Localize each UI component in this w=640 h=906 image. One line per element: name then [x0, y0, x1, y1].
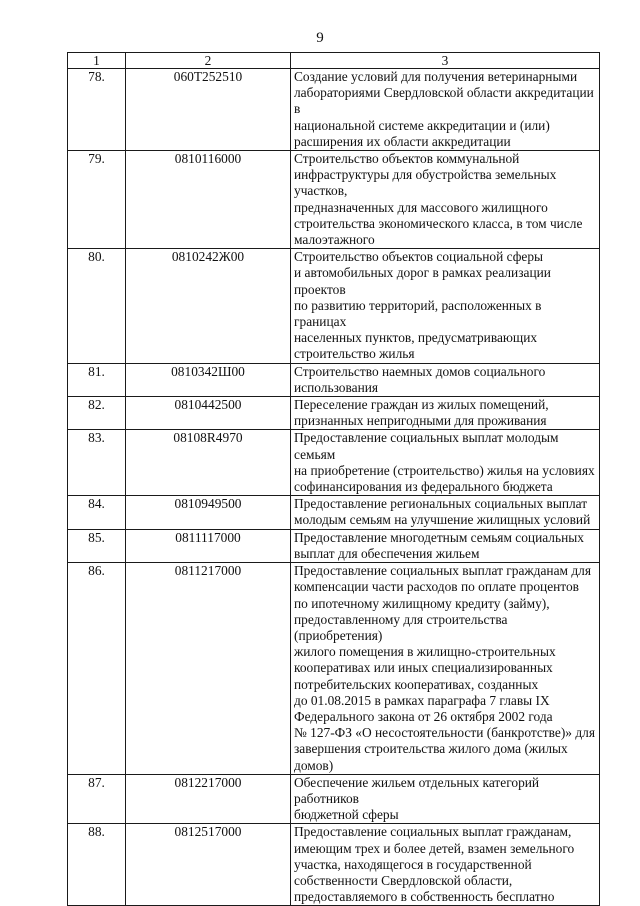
- description-line: Предоставление социальных выплат гражданам,: [294, 824, 572, 840]
- article-description: [291, 151, 600, 249]
- description-line: Создание условий для получения ветеринарными: [294, 69, 578, 84]
- description-line: завершения строительства жилого дома (жилых домов): [294, 741, 568, 773]
- column-header-2: 2: [126, 53, 291, 69]
- description-line: Предоставление многодетным семьям социальных: [294, 529, 584, 545]
- target-article-code: 0812217000: [126, 774, 291, 824]
- row-number: 82.: [68, 397, 126, 430]
- article-description: [291, 563, 600, 775]
- article-description: [291, 69, 600, 151]
- article-description: [291, 249, 600, 363]
- target-article-code: 08108R4970: [126, 430, 291, 496]
- description-line: на приобретение (строительство) жилья на условиях: [294, 462, 595, 478]
- description-line: Строительство объектов коммунальной: [294, 151, 520, 167]
- description-line: малоэтажного: [294, 232, 375, 248]
- description-line: предоставленному для строительства (приобретения): [294, 611, 508, 643]
- article-description: [291, 397, 600, 430]
- page-number: 9: [316, 30, 324, 46]
- article-description: [291, 774, 600, 824]
- description-line: предоставляемого в собственность бесплатно: [294, 889, 555, 905]
- table-row: [68, 69, 600, 151]
- table-row: [68, 430, 600, 496]
- article-description: [291, 529, 600, 562]
- description-line: молодым семьям на улучшение жилищных условий: [294, 512, 591, 528]
- row-number: 86.: [68, 563, 126, 775]
- description-line: Строительство объектов социальной сферы: [294, 249, 544, 265]
- table-row: [68, 529, 600, 562]
- row-number: 81.: [68, 363, 126, 396]
- description-line: по ипотечному жилищному кредиту (займу),: [294, 595, 550, 611]
- description-line: потребительских кооперативах, созданных: [294, 676, 539, 692]
- description-line: Переселение граждан из жилых помещений,: [294, 397, 549, 413]
- description-line: собственности Свердловской области,: [294, 872, 513, 888]
- description-line: строительство жилья: [294, 346, 415, 362]
- table-row: [68, 496, 600, 529]
- target-article-code: 0810116000: [126, 151, 291, 249]
- row-number: 85.: [68, 529, 126, 562]
- article-description: [291, 496, 600, 529]
- description-line: бюджетной сферы: [294, 807, 399, 823]
- description-line: до 01.08.2015 в рамках параграфа 7 главы IX: [294, 692, 550, 708]
- row-number: 83.: [68, 430, 126, 496]
- description-line: Предоставление социальных выплат гражданам для: [294, 563, 591, 579]
- row-number: 87.: [68, 774, 126, 824]
- table-row: [68, 563, 600, 775]
- table-row: [68, 774, 600, 824]
- description-line: Предоставление региональных социальных выплат: [294, 496, 588, 512]
- description-line: признанных непригодными для проживания: [294, 413, 547, 429]
- description-line: по развитию территорий, расположенных в границах: [294, 297, 542, 330]
- description-line: выплат для обеспечения жильем: [294, 545, 480, 561]
- description-line: строительства экономического класса, в том числе: [294, 215, 583, 231]
- description-line: участка, находящегося в государственной: [294, 856, 532, 872]
- table-row: [68, 151, 600, 249]
- description-line: предназначенных для массового жилищного: [294, 199, 548, 215]
- description-line: национальной системе аккредитации и (или): [294, 117, 550, 133]
- target-article-code: 0810342Ш00: [126, 363, 291, 396]
- target-article-code: 0810442500: [126, 397, 291, 430]
- row-number: 84.: [68, 496, 126, 529]
- article-description: [291, 363, 600, 396]
- description-line: кооперативах или иных специализированных: [294, 660, 553, 676]
- table-row: [68, 363, 600, 396]
- table-row: [68, 824, 600, 906]
- row-number: 88.: [68, 824, 126, 906]
- description-line: населенных пунктов, предусматривающих: [294, 330, 538, 346]
- description-line: и автомобильных дорог в рамках реализации проектов: [294, 265, 551, 297]
- target-article-code: 060Т252510: [126, 69, 291, 151]
- target-article-code: 0810242Ж00: [126, 249, 291, 363]
- table-header-row: [68, 53, 600, 69]
- description-line: лабораториями Свердловской области аккредитации в: [294, 85, 594, 117]
- description-line: расширения их области аккредитации: [294, 133, 511, 149]
- description-line: софинансирования из федерального бюджета: [294, 479, 553, 495]
- description-line: Обеспечение жильем отдельных категорий работников: [294, 774, 540, 806]
- description-line: Строительство наемных домов социального: [294, 363, 546, 379]
- target-article-code: 0811117000: [126, 529, 291, 562]
- table-row: [68, 397, 600, 430]
- description-line: инфраструктуры для обустройства земельных участков,: [294, 167, 557, 199]
- target-article-code: 0810949500: [126, 496, 291, 529]
- target-article-code: 0811217000: [126, 563, 291, 775]
- description-line: № 127-ФЗ «О несостоятельности (банкротстве)» для: [294, 725, 595, 741]
- description-line: жилого помещения в жилищно-строительных: [294, 644, 556, 660]
- description-line: компенсации части расходов по оплате процентов: [294, 579, 579, 595]
- column-header-1: 1: [68, 53, 126, 69]
- table-row: [68, 249, 600, 363]
- column-header-3: 3: [291, 53, 600, 69]
- description-line: использования: [294, 379, 379, 395]
- description-line: Предоставление социальных выплат молодым семьям: [294, 430, 559, 462]
- description-line: имеющим трех и более детей, взамен земельного: [294, 840, 575, 856]
- article-description: [291, 430, 600, 496]
- row-number: 78.: [68, 69, 126, 151]
- article-description: [291, 824, 600, 906]
- target-article-code: 0812517000: [126, 824, 291, 906]
- row-number: 80.: [68, 249, 126, 363]
- description-line: Федерального закона от 26 октября 2002 года: [294, 708, 553, 724]
- row-number: 79.: [68, 151, 126, 249]
- budget-code-table: [67, 52, 600, 906]
